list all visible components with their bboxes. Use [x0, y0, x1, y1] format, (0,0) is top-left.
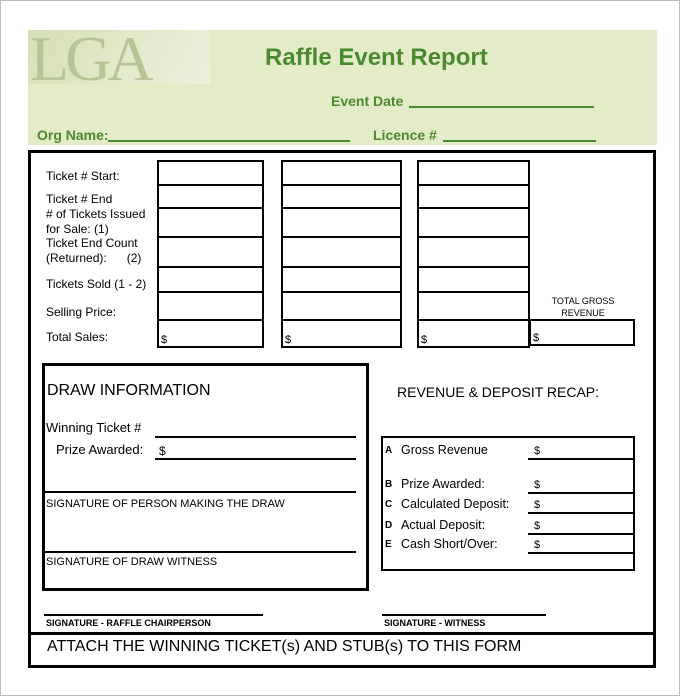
witness-sig-line[interactable]	[382, 614, 546, 616]
ticket-cell-col2-row1[interactable]	[281, 160, 402, 186]
ticket-cell-col3-row6[interactable]	[417, 291, 530, 321]
row-label: Ticket End Count	[46, 236, 138, 250]
ticket-cell-col3-row3[interactable]	[417, 207, 530, 238]
footer-note: ATTACH THE WINNING TICKET(s) AND STUB(s) TO THIS FORM	[47, 638, 522, 655]
recap-letter: C	[385, 499, 393, 510]
sig-person-label: SIGNATURE OF PERSON MAKING THE DRAW	[46, 498, 285, 510]
licence-label: Licence #	[373, 127, 437, 143]
ticket-cell-col3-row1[interactable]	[417, 160, 530, 186]
chairperson-sig-label: SIGNATURE - RAFFLE CHAIRPERSON	[46, 618, 211, 628]
currency-symbol: $	[534, 520, 541, 532]
row-label: Total Sales:	[46, 330, 109, 344]
draw-title: DRAW INFORMATION	[47, 382, 211, 399]
row-label: Tickets Sold (1 - 2)	[46, 277, 147, 291]
sig-witness-line[interactable]	[44, 551, 356, 553]
recap-label: Cash Short/Over:	[401, 537, 498, 551]
row-label: Ticket # Start:	[46, 169, 120, 183]
ticket-cell-col2-row7[interactable]	[281, 319, 402, 348]
ticket-cell-col1-row3[interactable]	[157, 207, 264, 238]
recap-field[interactable]	[528, 512, 634, 514]
row-label: for Sale: (1)	[46, 222, 109, 236]
winning-ticket-label: Winning Ticket #	[46, 420, 142, 435]
recap-field[interactable]	[528, 552, 634, 554]
ticket-cell-col2-row5[interactable]	[281, 266, 402, 293]
ticket-cell-col3-row5[interactable]	[417, 266, 530, 293]
lga-logo	[28, 30, 210, 84]
row-label: # of Tickets Issued	[46, 207, 146, 221]
recap-title: REVENUE & DEPOSIT RECAP:	[397, 384, 600, 400]
witness-sig-label: SIGNATURE - WITNESS	[384, 618, 486, 628]
currency-symbol: $	[534, 445, 541, 457]
ticket-cell-col1-row7[interactable]	[157, 319, 264, 348]
chairperson-sig-line[interactable]	[44, 614, 263, 616]
currency-symbol: $	[159, 444, 166, 458]
recap-letter: A	[385, 445, 393, 456]
total-gross-label: TOTAL GROSS REVENUE	[551, 296, 615, 318]
row-label: (Returned): (2)	[46, 251, 142, 265]
recap-letter: E	[385, 539, 392, 550]
currency-symbol: $	[421, 334, 428, 346]
prize-awarded-field[interactable]	[155, 458, 356, 460]
currency-symbol: $	[534, 539, 541, 551]
ticket-cell-col2-row4[interactable]	[281, 236, 402, 268]
page-title: Raffle Event Report	[265, 44, 488, 71]
recap-label: Calculated Deposit:	[401, 497, 510, 511]
recap-field[interactable]	[528, 458, 634, 460]
currency-symbol: $	[285, 334, 292, 346]
event-date-label: Event Date	[331, 93, 404, 109]
currency-symbol: $	[534, 499, 541, 511]
currency-symbol: $	[533, 332, 540, 344]
org-name-label: Org Name:	[37, 127, 109, 143]
recap-label: Prize Awarded:	[401, 477, 485, 491]
recap-letter: B	[385, 479, 393, 490]
event-date-field[interactable]	[409, 106, 594, 108]
ticket-cell-col1-row4[interactable]	[157, 236, 264, 268]
licence-field[interactable]	[443, 140, 596, 142]
recap-field[interactable]	[528, 533, 634, 535]
currency-symbol: $	[534, 479, 541, 491]
ticket-cell-col1-row6[interactable]	[157, 291, 264, 321]
prize-awarded-label: Prize Awarded:	[56, 442, 144, 457]
ticket-cell-col2-row3[interactable]	[281, 207, 402, 238]
recap-label: Gross Revenue	[401, 443, 488, 457]
ticket-cell-col3-row4[interactable]	[417, 236, 530, 268]
recap-field[interactable]	[528, 492, 634, 494]
ticket-cell-col3-row2[interactable]	[417, 184, 530, 209]
row-label: Selling Price:	[46, 305, 117, 319]
sig-person-line[interactable]	[44, 491, 356, 493]
row-label: Ticket # End	[46, 192, 113, 206]
recap-label: Actual Deposit:	[401, 518, 486, 532]
ticket-cell-col3-row7[interactable]	[417, 319, 530, 348]
winning-ticket-field[interactable]	[155, 436, 356, 438]
currency-symbol: $	[161, 334, 168, 346]
ticket-cell-col1-row1[interactable]	[157, 160, 264, 186]
recap-letter: D	[385, 520, 393, 531]
sig-witness-label: SIGNATURE OF DRAW WITNESS	[46, 556, 218, 568]
footer-divider	[29, 632, 655, 635]
org-name-field[interactable]	[108, 140, 350, 142]
logo-text: LGA	[30, 30, 150, 84]
ticket-cell-col1-row5[interactable]	[157, 266, 264, 293]
ticket-cell-col2-row6[interactable]	[281, 291, 402, 321]
ticket-cell-col2-row2[interactable]	[281, 184, 402, 209]
total-gross-field[interactable]	[529, 319, 635, 346]
ticket-cell-col1-row2[interactable]	[157, 184, 264, 209]
